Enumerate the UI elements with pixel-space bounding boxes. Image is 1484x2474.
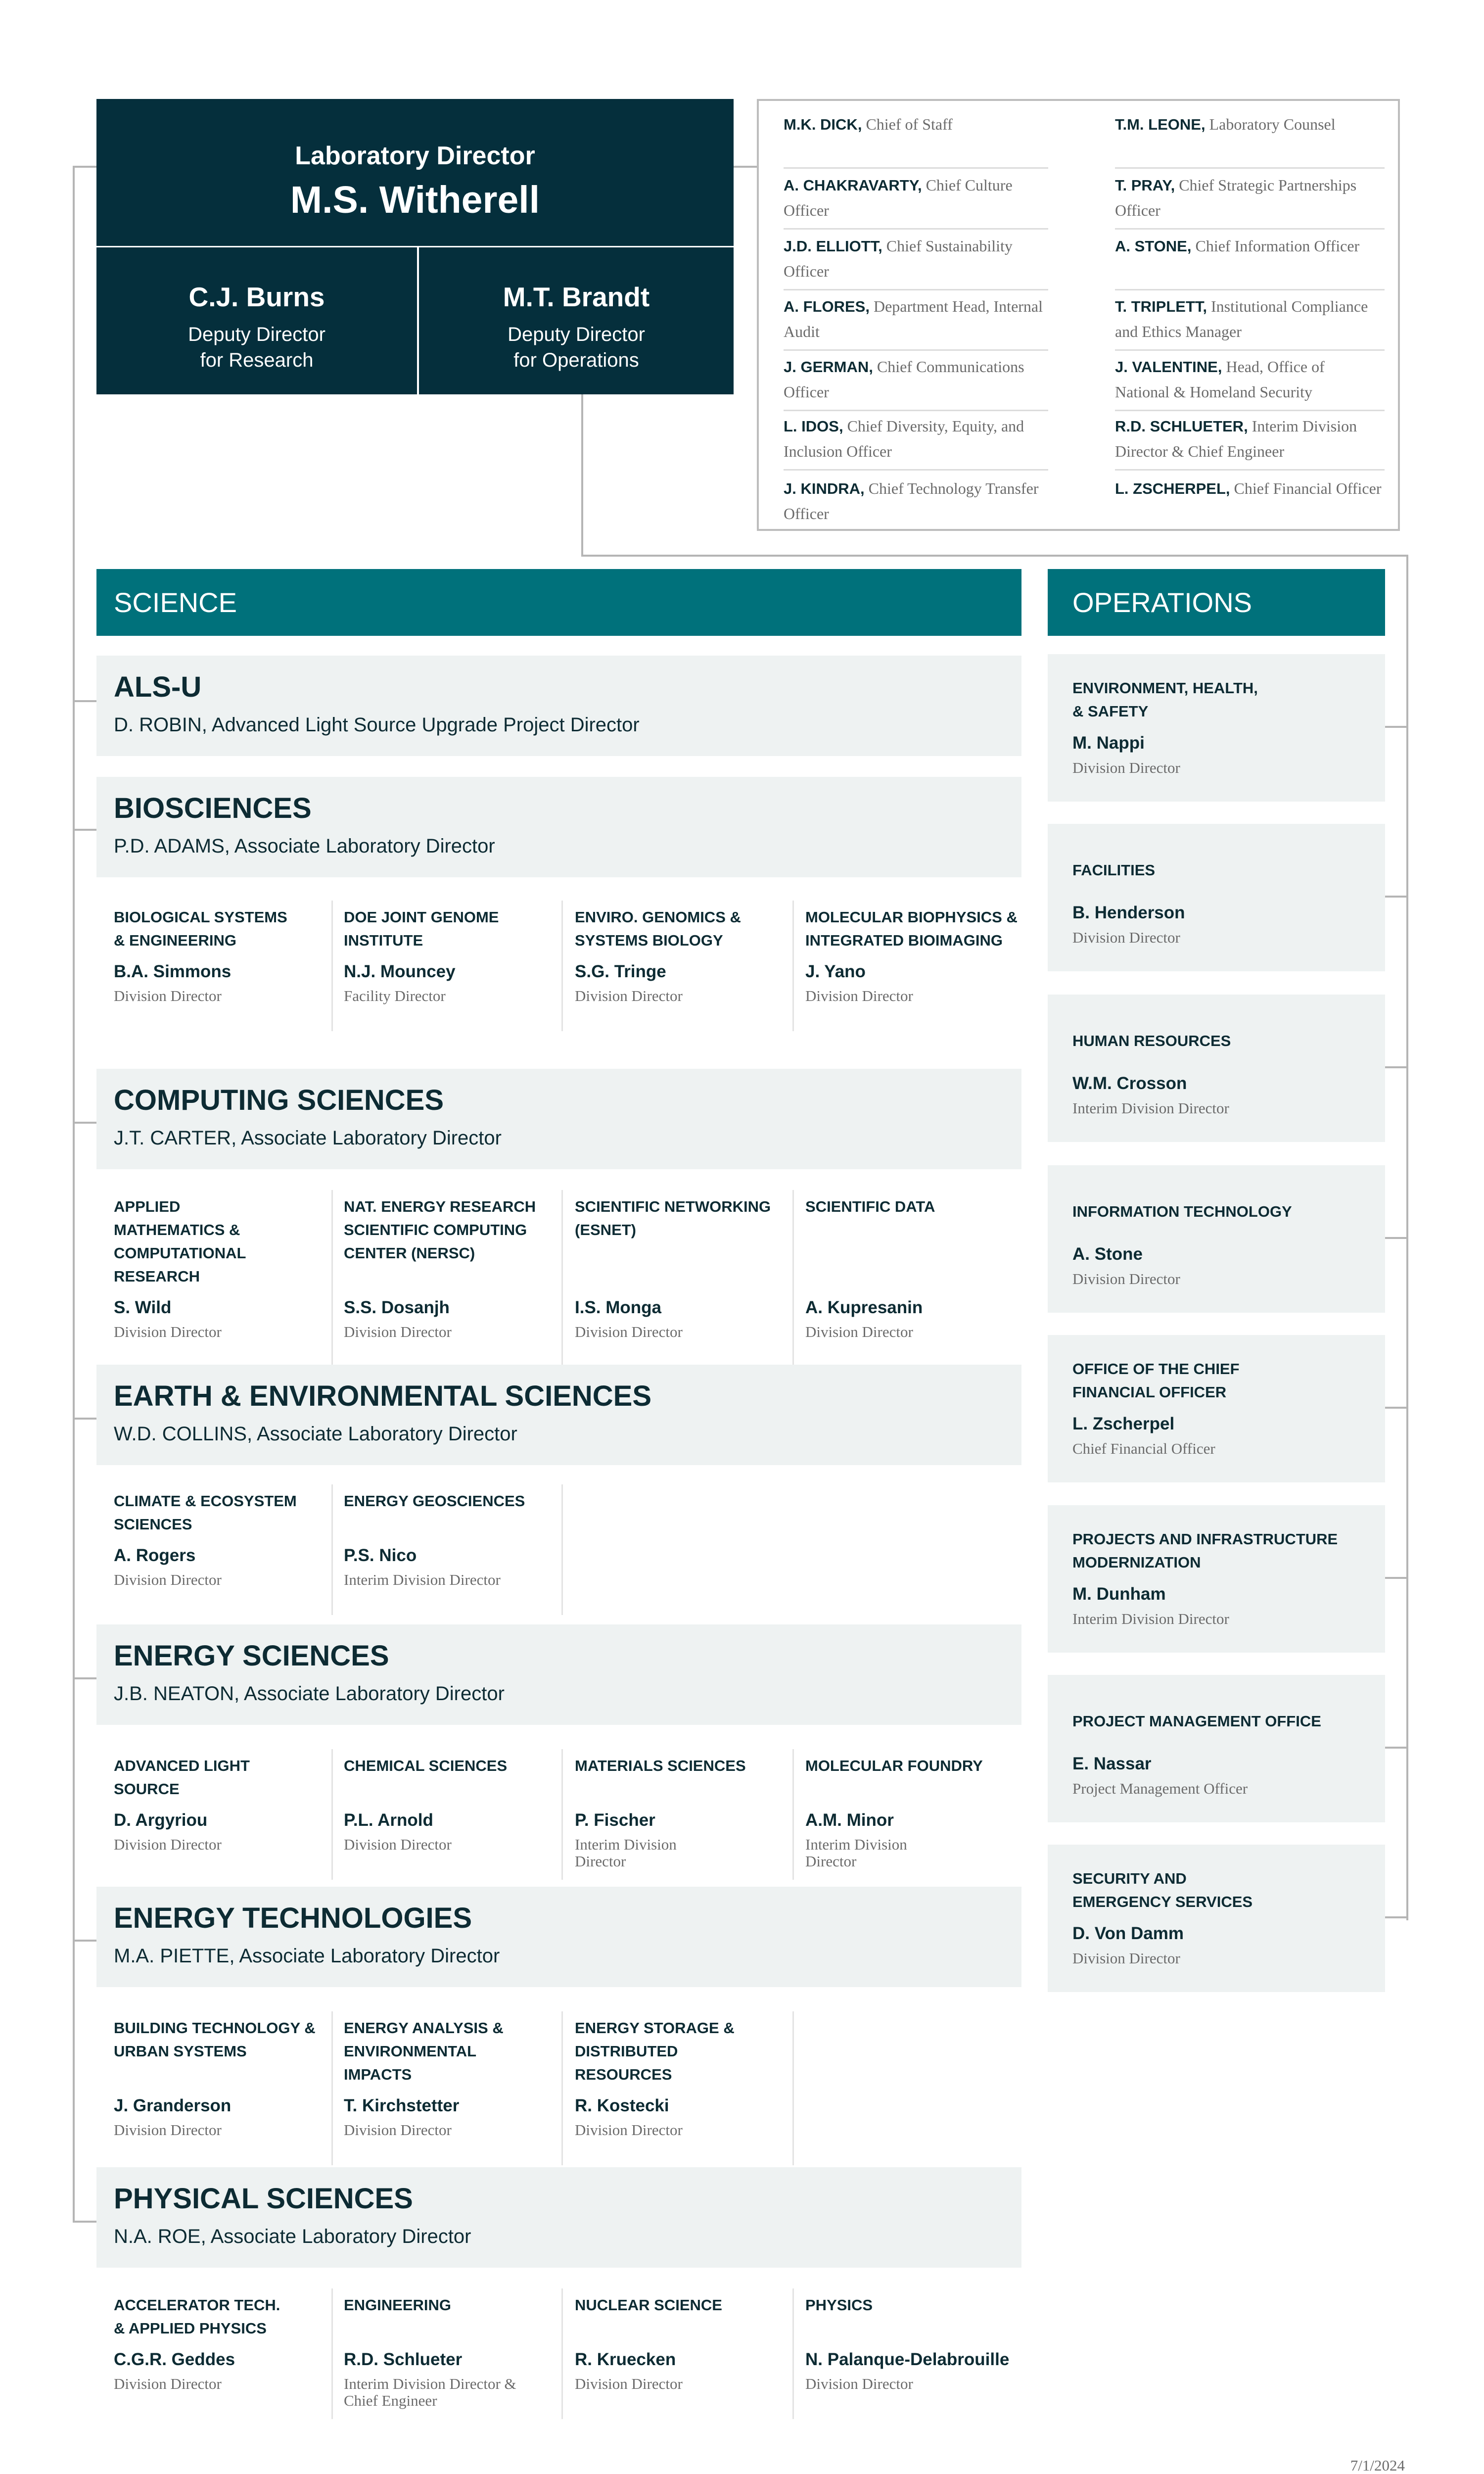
connector-left-vertical — [73, 166, 75, 2222]
operations-division-name: PROJECT MANAGEMENT OFFICE — [1072, 1713, 1321, 1730]
staff-member — [784, 112, 1048, 137]
sub-division-role: Division Director — [114, 1323, 222, 1340]
sub-division-director: A.M. Minor — [805, 1810, 894, 1830]
operations-division-director: D. Von Damm — [1072, 1924, 1184, 1943]
sub-division-name: ENVIRO. GENOMICS & SYSTEMS BIOLOGY — [575, 908, 741, 949]
operations-connector — [1385, 1066, 1407, 1068]
column-separator — [331, 1749, 333, 1880]
sub-division-director: S.S. Dosanjh — [344, 1298, 450, 1317]
sub-division-name: NUCLEAR SCIENCE — [575, 2296, 722, 2314]
staff-member — [1115, 112, 1382, 137]
connector-es — [73, 1677, 96, 1679]
staff-title: Head, Office of National & Homeland Security — [1115, 358, 1325, 401]
staff-separator — [1115, 289, 1385, 290]
column-separator — [331, 1190, 333, 1367]
operations-division — [1048, 1845, 1385, 1992]
column-separator — [561, 1749, 563, 1880]
division-lead: J.T. CARTER, Associate Laboratory Director — [114, 1127, 502, 1149]
sub-division-director: N.J. Mouncey — [344, 962, 456, 981]
staff-name: L. IDOS, — [784, 418, 843, 435]
sub-division — [114, 1754, 331, 1885]
sub-division-name: ENERGY ANALYSIS & ENVIRONMENTAL IMPACTS — [344, 2019, 504, 2083]
sub-division — [344, 1489, 561, 1620]
operations-division — [1048, 1675, 1385, 1822]
sub-division — [114, 2293, 331, 2424]
operations-division-name: SECURITY AND EMERGENCY SERVICES — [1072, 1870, 1253, 1910]
division-title: ENERGY TECHNOLOGIES — [114, 1902, 472, 1934]
staff-name: J. KINDRA, — [784, 480, 865, 497]
sub-division-name: BIOLOGICAL SYSTEMS & ENGINEERING — [114, 908, 287, 949]
division-header — [96, 656, 1021, 756]
staff-name: T. PRAY, — [1115, 177, 1175, 194]
staff-member — [784, 414, 1048, 464]
staff-offices-box — [757, 99, 1400, 531]
connector-ps — [73, 2221, 96, 2223]
sub-division-role: Division Director — [114, 1571, 222, 1588]
column-separator — [331, 2288, 333, 2419]
division-header — [96, 1069, 1021, 1169]
sub-division-role: Interim Division Director — [805, 1836, 907, 1870]
column-separator — [561, 1190, 563, 1367]
operations-division-role: Project Management Officer — [1072, 1780, 1248, 1797]
operations-division-role: Division Director — [1072, 1270, 1180, 1287]
sub-division — [575, 905, 792, 1036]
sub-division-name: CLIMATE & ECOSYSTEM SCIENCES — [114, 1492, 297, 1533]
staff-name: A. FLORES, — [784, 298, 870, 315]
sub-division — [344, 2016, 561, 2170]
operations-connector — [1385, 896, 1407, 898]
division-title: ENERGY SCIENCES — [114, 1640, 389, 1672]
division-title: EARTH & ENVIRONMENTAL SCIENCES — [114, 1380, 652, 1412]
operations-division-name: INFORMATION TECHNOLOGY — [1072, 1203, 1292, 1220]
operations-connector — [1385, 1747, 1407, 1749]
operations-division-role: Interim Division Director — [1072, 1610, 1229, 1627]
sub-division — [805, 1195, 1023, 1372]
sub-division — [114, 2016, 331, 2170]
sub-division-role: Division Director — [575, 987, 683, 1004]
division-title: COMPUTING SCIENCES — [114, 1084, 444, 1116]
staff-separator — [1115, 167, 1385, 169]
operations-division — [1048, 1505, 1385, 1653]
staff-title: Chief Information Officer — [1195, 237, 1360, 255]
staff-name: J.D. ELLIOTT, — [784, 238, 882, 255]
operations-division-role: Interim Division Director — [1072, 1099, 1229, 1117]
sub-division-role: Division Director — [805, 2375, 913, 2392]
operations-division-director: A. Stone — [1072, 1244, 1143, 1264]
director-name: M.S. Witherell — [290, 179, 540, 221]
operations-connector — [1385, 1916, 1407, 1918]
division-title: PHYSICAL SCIENCES — [114, 2183, 413, 2215]
operations-division-role: Chief Financial Officer — [1072, 1440, 1215, 1457]
sub-division-director: J. Granderson — [114, 2096, 232, 2115]
division-header — [96, 777, 1021, 877]
sub-division-role: Division Director — [575, 2375, 683, 2392]
operations-division — [1048, 995, 1385, 1142]
sub-division-role: Division Director — [114, 1836, 222, 1853]
connector-et — [73, 1940, 96, 1942]
operations-division-role: Division Director — [1072, 929, 1180, 946]
column-separator — [792, 1749, 794, 1880]
sub-division-name: MATERIALS SCIENCES — [575, 1757, 746, 1774]
operations-division-director: B. Henderson — [1072, 903, 1185, 922]
sub-division-name: DOE JOINT GENOME INSTITUTE — [344, 908, 499, 949]
column-separator — [331, 901, 333, 1031]
sub-division-director: J. Yano — [805, 962, 866, 981]
operations-division-name: PROJECTS AND INFRASTRUCTURE MODERNIZATION — [1072, 1530, 1338, 1571]
sub-division-role: Division Director — [575, 1323, 683, 1340]
sub-division-director: S.G. Tringe — [575, 962, 666, 981]
deputy-research-box — [96, 247, 417, 394]
sub-division-name: MOLECULAR FOUNDRY — [805, 1757, 983, 1774]
operations-connector — [1385, 1577, 1407, 1579]
operations-division — [1048, 1165, 1385, 1313]
column-separator — [331, 1484, 333, 1615]
sub-division-role: Division Director — [805, 1323, 913, 1340]
sub-division-role: Interim Division Director — [344, 1571, 501, 1588]
staff-member — [1115, 354, 1382, 404]
column-separator — [331, 2011, 333, 2165]
sub-division-role: Division Director — [114, 2375, 222, 2392]
staff-separator — [784, 167, 1048, 169]
sub-division-role: Division Director — [575, 2121, 683, 2139]
sub-division-director: S. Wild — [114, 1298, 172, 1317]
sub-division-director: R. Kruecken — [575, 2350, 676, 2369]
sub-division — [575, 1754, 792, 1885]
division-header — [96, 2167, 1021, 2268]
staff-title: Chief of Staff — [866, 115, 953, 133]
staff-name: A. STONE, — [1115, 238, 1192, 255]
deputy-name: M.T. Brandt — [503, 282, 650, 312]
staff-title: Institutional Compliance and Ethics Manager — [1115, 297, 1368, 340]
sub-division-director: D. Argyriou — [114, 1810, 208, 1830]
sub-division-role: Division Director — [344, 2121, 452, 2139]
division-lead: J.B. NEATON, Associate Laboratory Director — [114, 1683, 505, 1705]
staff-title: Department Head, Internal Audit — [784, 297, 1043, 340]
deputy-role: Deputy Director for Operations — [508, 324, 645, 371]
column-separator — [561, 2011, 563, 2165]
operations-division-director: W.M. Crosson — [1072, 1074, 1187, 1093]
division-header — [96, 1887, 1021, 1987]
division-header — [96, 1624, 1021, 1725]
sub-division — [344, 905, 561, 1036]
staff-separator — [1115, 410, 1385, 411]
staff-member — [1115, 294, 1382, 344]
staff-separator — [784, 289, 1048, 290]
sub-division — [805, 2293, 1023, 2424]
operations-division-name: ENVIRONMENT, HEALTH, & SAFETY — [1072, 679, 1258, 720]
operations-division-director: M. Nappi — [1072, 733, 1145, 753]
division-lead: D. ROBIN, Advanced Light Source Upgrade Project Director — [114, 714, 640, 736]
staff-separator — [784, 410, 1048, 411]
connector-ops-vertical — [581, 394, 583, 556]
operations-division-director: E. Nassar — [1072, 1754, 1152, 1773]
staff-name: R.D. SCHLUETER, — [1115, 418, 1248, 435]
sub-division — [114, 905, 331, 1036]
sub-division-role: Facility Director — [344, 987, 446, 1004]
staff-separator — [784, 469, 1048, 471]
operations-division — [1048, 824, 1385, 971]
operations-connector — [1385, 1407, 1407, 1409]
column-separator — [561, 2288, 563, 2419]
staff-member — [784, 294, 1048, 344]
sub-division-name: ENERGY STORAGE & DISTRIBUTED RESOURCES — [575, 2019, 735, 2083]
staff-member — [784, 234, 1048, 284]
connector-bio — [73, 829, 96, 831]
sub-division — [575, 1195, 792, 1372]
operations-division-role: Division Director — [1072, 1950, 1180, 1967]
sub-division-role: Interim Division Director & Chief Engineer — [344, 2375, 516, 2409]
column-separator — [561, 901, 563, 1031]
sub-division-director: A. Kupresanin — [805, 1298, 923, 1317]
sub-division-director: C.G.R. Geddes — [114, 2350, 235, 2369]
sub-division — [805, 905, 1023, 1036]
division-header — [96, 1365, 1021, 1465]
operations-header: OPERATIONS — [1048, 569, 1385, 636]
operations-division — [1048, 1335, 1385, 1482]
sub-division-name: CHEMICAL SCIENCES — [344, 1757, 508, 1774]
division-lead: W.D. COLLINS, Associate Laboratory Director — [114, 1423, 517, 1445]
sub-division-name: SCIENTIFIC DATA — [805, 1198, 935, 1215]
operations-division-director: M. Dunham — [1072, 1584, 1166, 1604]
staff-title: Chief Culture Officer — [784, 176, 1013, 219]
division-title: ALS-U — [114, 671, 202, 703]
staff-separator — [784, 228, 1048, 230]
staff-name: L. ZSCHERPEL, — [1115, 480, 1230, 497]
column-separator — [792, 2288, 794, 2419]
staff-member — [784, 173, 1048, 223]
laboratory-director-box — [96, 99, 734, 246]
sub-division-role: Interim Division Director — [575, 1836, 677, 1870]
sub-division-name: NAT. ENERGY RESEARCH SCIENTIFIC COMPUTING CENTER (NERSC) — [344, 1198, 536, 1262]
sub-division-director: P.S. Nico — [344, 1546, 417, 1565]
connector-als — [73, 700, 96, 702]
operations-division — [1048, 654, 1385, 802]
operations-division-role: Division Director — [1072, 759, 1180, 776]
sub-division-role: Division Director — [344, 1836, 452, 1853]
sub-division-director: B.A. Simmons — [114, 962, 232, 981]
sub-division-director: T. Kirchstetter — [344, 2096, 460, 2115]
division-lead: N.A. ROE, Associate Laboratory Director — [114, 2226, 471, 2247]
staff-title: Chief Strategic Partnerships Officer — [1115, 176, 1357, 219]
staff-title: Chief Communications Officer — [784, 358, 1024, 401]
operations-connector — [1385, 1237, 1407, 1239]
staff-name: A. CHAKRAVARTY, — [784, 177, 922, 194]
connector-cs — [73, 1122, 96, 1124]
column-separator — [561, 1484, 563, 1615]
connector-ops-horizontal — [581, 555, 1408, 557]
column-separator — [792, 2011, 794, 2165]
column-separator — [792, 901, 794, 1031]
division-lead: M.A. PIETTE, Associate Laboratory Director — [114, 1945, 500, 1967]
sub-division-director: I.S. Monga — [575, 1298, 661, 1317]
staff-separator — [1115, 349, 1385, 351]
sub-division-name: MOLECULAR BIOPHYSICS & INTEGRATED BIOIMAGING — [805, 908, 1018, 949]
sub-division-name: APPLIED MATHEMATICS & COMPUTATIONAL RESEARCH — [114, 1198, 246, 1285]
staff-title: Laboratory Counsel — [1209, 115, 1336, 133]
sub-division-director: P. Fischer — [575, 1810, 655, 1830]
connector-top-left — [73, 166, 97, 168]
operations-division-name: FACILITIES — [1072, 861, 1156, 879]
sub-division — [114, 1489, 331, 1620]
sub-division — [575, 2293, 792, 2424]
deputy-role: Deputy Director for Research — [188, 324, 325, 371]
staff-separator — [1115, 469, 1385, 471]
staff-member — [1115, 173, 1382, 223]
deputy-operations-box — [419, 247, 734, 394]
sub-division-role: Division Director — [114, 987, 222, 1004]
sub-division — [575, 2016, 792, 2170]
sub-division-name: ENERGY GEOSCIENCES — [344, 1492, 525, 1510]
sub-division-name: ADVANCED LIGHT SOURCE — [114, 1757, 250, 1798]
staff-member — [784, 476, 1048, 526]
sub-division — [344, 1754, 561, 1885]
staff-member — [1115, 234, 1382, 259]
staff-separator — [1115, 228, 1385, 230]
sub-division — [114, 1195, 331, 1372]
connector-staff — [734, 166, 757, 168]
sub-division-director: A. Rogers — [114, 1546, 196, 1565]
division-title: BIOSCIENCES — [114, 792, 312, 824]
staff-member — [1115, 476, 1382, 501]
sub-division-name: PHYSICS — [805, 2296, 873, 2314]
staff-member — [784, 354, 1048, 404]
operations-division-name: OFFICE OF THE CHIEF FINANCIAL OFFICER — [1072, 1360, 1240, 1401]
staff-title: Chief Sustainability Officer — [784, 237, 1013, 280]
division-lead: P.D. ADAMS, Associate Laboratory Director — [114, 835, 495, 857]
sub-division-role: Division Director — [344, 1323, 452, 1340]
sub-division-director: N. Palanque-Delabrouille — [805, 2350, 1010, 2369]
sub-division-name: ENGINEERING — [344, 2296, 452, 2314]
staff-title: Chief Diversity, Equity, and Inclusion Officer — [784, 417, 1024, 460]
staff-title: Interim Division Director & Chief Engineer — [1115, 417, 1357, 460]
sub-division-director: R.D. Schlueter — [344, 2350, 463, 2369]
science-header: SCIENCE — [96, 569, 1021, 636]
sub-division-director: P.L. Arnold — [344, 1810, 433, 1830]
sub-division-role: Division Director — [114, 2121, 222, 2139]
column-separator — [792, 1190, 794, 1367]
deputy-name: C.J. Burns — [188, 282, 325, 312]
sub-division-name: BUILDING TECHNOLOGY & URBAN SYSTEMS — [114, 2019, 316, 2060]
operations-division-director: L. Zscherpel — [1072, 1414, 1175, 1433]
director-role: Laboratory Director — [295, 142, 535, 170]
staff-name: T. TRIPLETT, — [1115, 298, 1207, 315]
sub-division-director: R. Kostecki — [575, 2096, 669, 2115]
sub-division-role: Division Director — [805, 987, 913, 1004]
chart-date: 7/1/2024 — [1350, 2457, 1405, 2474]
staff-name: T.M. LEONE, — [1115, 116, 1206, 133]
staff-name: M.K. DICK, — [784, 116, 862, 133]
staff-separator — [784, 349, 1048, 351]
sub-division-name: ACCELERATOR TECH. & APPLIED PHYSICS — [114, 2296, 280, 2337]
staff-title: Chief Technology Transfer Officer — [784, 479, 1039, 523]
sub-division — [805, 1754, 1023, 1885]
sub-division — [344, 1195, 561, 1372]
staff-name: J. VALENTINE, — [1115, 358, 1222, 376]
staff-name: J. GERMAN, — [784, 358, 873, 376]
sub-division-name: SCIENTIFIC NETWORKING (ESNET) — [575, 1198, 771, 1238]
staff-title: Chief Financial Officer — [1234, 479, 1382, 497]
operations-division-name: HUMAN RESOURCES — [1072, 1032, 1231, 1049]
connector-ees — [73, 1418, 96, 1420]
staff-member — [1115, 414, 1382, 464]
operations-connector — [1385, 726, 1407, 728]
sub-division — [344, 2293, 561, 2424]
